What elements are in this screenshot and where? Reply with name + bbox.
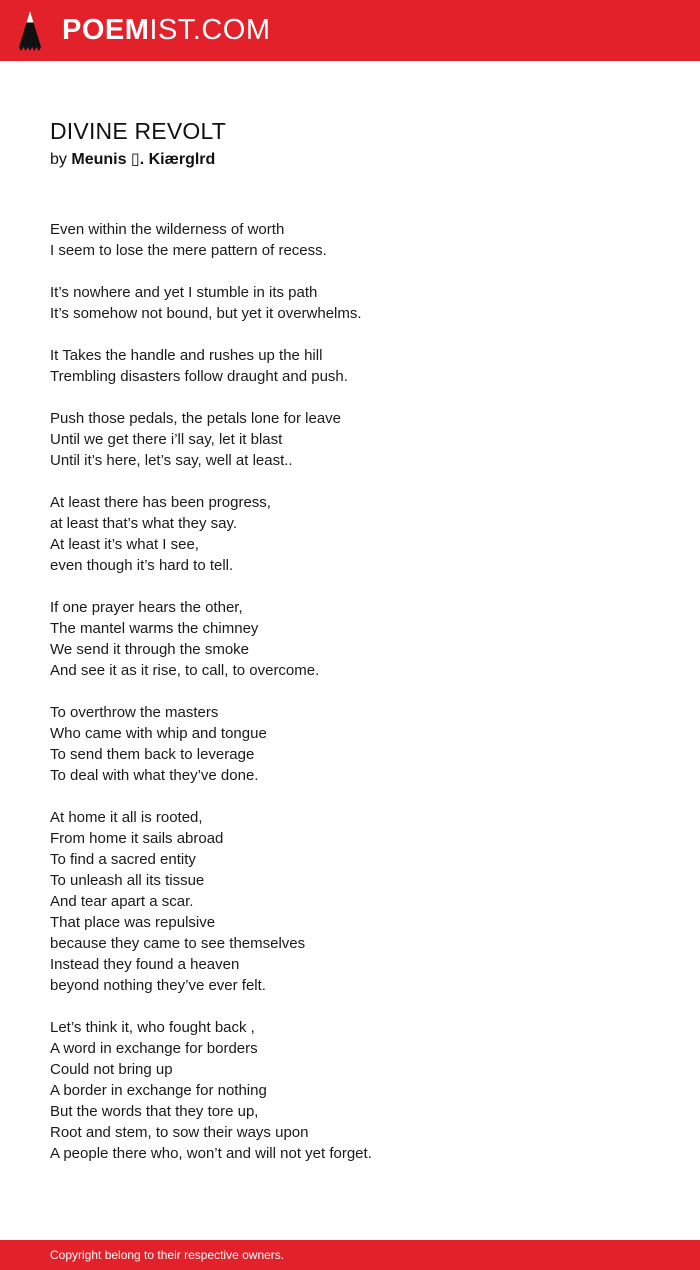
poem-line: Instead they found a heaven bbox=[50, 956, 240, 973]
poem-line: It’s nowhere and yet I stumble in its path bbox=[50, 284, 318, 301]
poem-line: because they came to see themselves bbox=[50, 935, 306, 952]
poem-line: A border in exchange for nothing bbox=[50, 1082, 267, 1099]
brand-thin-part: IST.COM bbox=[149, 14, 271, 46]
by-label: by bbox=[50, 151, 67, 168]
poem-line: And see it as it rise, to call, to overcome. bbox=[50, 662, 320, 679]
poem-line: Until it’s here, let’s say, well at least.. bbox=[50, 452, 293, 469]
poem-line: A word in exchange for borders bbox=[50, 1040, 258, 1057]
poem-line: Push those pedals, the petals lone for leave bbox=[50, 410, 342, 427]
poem-line: From home it sails abroad bbox=[50, 830, 224, 847]
author-name: Meunis ▯. Kiærglrd bbox=[71, 151, 216, 168]
poem-line: A people there who, won’t and will not yet forget. bbox=[50, 1145, 372, 1162]
stanza bbox=[50, 345, 670, 387]
poem-line: It’s somehow not bound, but yet it overwhelms. bbox=[50, 305, 362, 322]
stanza bbox=[50, 597, 670, 681]
poem-line: Even within the wilderness of worth bbox=[50, 221, 285, 238]
poem-line: Until we get there i’ll say, let it blast bbox=[50, 431, 283, 448]
stanza bbox=[50, 408, 670, 471]
stanza bbox=[50, 282, 670, 324]
site-footer bbox=[0, 1240, 700, 1270]
stanza bbox=[50, 702, 670, 786]
stanza bbox=[50, 1017, 670, 1164]
poem-line: And tear apart a scar. bbox=[50, 893, 194, 910]
poem-title: DIVINE REVOLT bbox=[50, 118, 226, 144]
poem-line: The mantel warms the chimney bbox=[50, 620, 259, 637]
stanza bbox=[50, 219, 670, 261]
stanza bbox=[50, 807, 670, 996]
poem-line: Who came with whip and tongue bbox=[50, 725, 267, 742]
poem-line: beyond nothing they’ve ever felt. bbox=[50, 977, 266, 994]
poem-line: To unleash all its tissue bbox=[50, 872, 205, 889]
poem-line: even though it’s hard to tell. bbox=[50, 557, 234, 574]
poem-line: We send it through the smoke bbox=[50, 641, 249, 658]
pencil-tip-icon[interactable] bbox=[18, 10, 42, 52]
poem-line: But the words that they tore up, bbox=[50, 1103, 259, 1120]
poem-line: That place was repulsive bbox=[50, 914, 216, 931]
stanza bbox=[50, 492, 670, 576]
poem-line: Root and stem, to sow their ways upon bbox=[50, 1124, 309, 1141]
poem-line: To deal with what they’ve done. bbox=[50, 767, 259, 784]
poem-line: I seem to lose the mere pattern of recess. bbox=[50, 242, 327, 259]
poem-line: Trembling disasters follow draught and push. bbox=[50, 368, 348, 385]
copyright-text: Copyright belong to their respective owners. bbox=[50, 1248, 285, 1262]
poem-body bbox=[50, 219, 670, 1185]
poem-line: To find a sacred entity bbox=[50, 851, 196, 868]
poem-line: At home it all is rooted, bbox=[50, 809, 203, 826]
poem-line: Could not bring up bbox=[50, 1061, 173, 1078]
poem-line: To send them back to leverage bbox=[50, 746, 255, 763]
byline bbox=[50, 149, 215, 169]
poem-line: It Takes the handle and rushes up the hill bbox=[50, 347, 323, 364]
poem-line: at least that’s what they say. bbox=[50, 515, 238, 532]
poem-line: At least it’s what I see, bbox=[50, 536, 199, 553]
site-logo-text[interactable] bbox=[62, 16, 271, 45]
poem-line: At least there has been progress, bbox=[50, 494, 271, 511]
poem-line: If one prayer hears the other, bbox=[50, 599, 243, 616]
poem-line: To overthrow the masters bbox=[50, 704, 219, 721]
poem-line: Let’s think it, who fought back , bbox=[50, 1019, 255, 1036]
site-header bbox=[0, 0, 700, 61]
brand-bold-part: POEM bbox=[62, 14, 150, 46]
